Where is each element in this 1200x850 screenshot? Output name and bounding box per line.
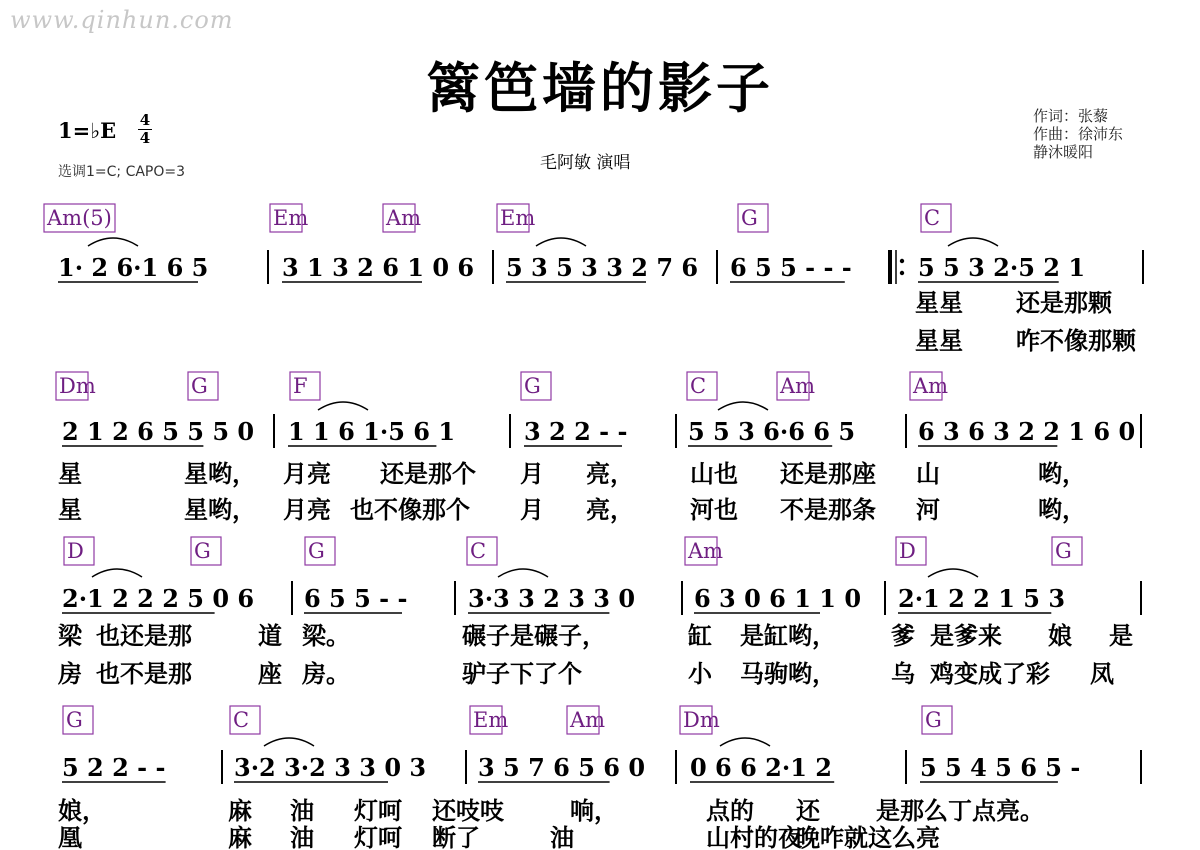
- lyric-word: 还是那个: [380, 460, 476, 488]
- lyric-word: 鸡变成了彩: [930, 660, 1050, 688]
- measure-notes: 0 6 6 2·1 2: [690, 753, 832, 782]
- chord-symbol: Am: [570, 708, 606, 732]
- lyric-word: 爹: [891, 622, 915, 650]
- lyric-word: 也不是那: [96, 660, 192, 688]
- lyric-word: 是缸哟，: [740, 622, 836, 650]
- chord-symbol: Am(5): [47, 206, 112, 230]
- lyric-word: 河也: [690, 496, 738, 524]
- lyric-word: 晚咋就这么亮: [796, 824, 940, 850]
- slur-arc: [318, 402, 368, 410]
- slur-arc: [948, 238, 998, 246]
- chord-symbol: C: [233, 708, 250, 732]
- slur-arc: [498, 569, 548, 577]
- measure-notes: 3 5 7 6 5 6 0: [478, 753, 646, 782]
- slur-arc: [718, 402, 768, 410]
- chord-symbol: Em: [500, 206, 536, 230]
- lyric-word: 小: [688, 660, 712, 688]
- lyric-word: 凰: [58, 824, 82, 850]
- chord-symbol: C: [924, 206, 941, 230]
- lyric-word: 哟，: [1038, 496, 1086, 524]
- arranger: 静沐暖阳: [1033, 143, 1094, 161]
- lyric-word: 缸: [688, 622, 712, 650]
- chord-symbol: G: [1055, 539, 1072, 563]
- time-bottom: 4: [139, 129, 151, 147]
- lyric-word: 月: [520, 460, 544, 488]
- lyric-word: 响，: [570, 797, 618, 825]
- lyric-word: 星星: [915, 327, 963, 355]
- chord-symbol: Dm: [59, 374, 96, 398]
- lyric-word: 河: [916, 496, 940, 524]
- measure-notes: 2 1 2 6 5 5 5 0: [62, 417, 255, 446]
- lyric-word: 油: [290, 824, 314, 850]
- measure-notes: 5 5 3 6·6 6 5: [688, 417, 856, 446]
- measure-notes: 2·1 2 2 2 5 0 6: [62, 584, 255, 613]
- measure-notes: 1 1 6 1·5 6 1: [288, 417, 456, 446]
- chord-symbol: C: [690, 374, 707, 398]
- lyric-word: 星: [58, 496, 82, 524]
- measure-notes: 5 5 4 5 6 5 -: [920, 753, 1081, 782]
- lyric-word: 是爹来: [930, 622, 1002, 650]
- slur-arc: [928, 569, 978, 577]
- chord-symbol: C: [470, 539, 487, 563]
- lyric-word: 亮，: [586, 460, 634, 488]
- lyric-word: 断了: [432, 824, 480, 850]
- lyric-word: 山村的夜: [706, 824, 802, 850]
- singer: 毛阿敏 演唱: [540, 153, 631, 173]
- lyric-word: 山: [916, 460, 940, 488]
- chord-symbol: Am: [688, 539, 724, 563]
- measure-notes: 5 2 2 - -: [62, 753, 166, 782]
- lyric-word: 星哟，: [184, 496, 256, 524]
- lyric-word: 也不像那个: [350, 496, 470, 524]
- lyric-word: 还是那颗: [1016, 289, 1112, 317]
- chord-symbol: G: [66, 708, 83, 732]
- lyric-word: 山也: [690, 460, 738, 488]
- lyric-word: 油: [550, 824, 574, 850]
- lyric-word: 房: [58, 660, 82, 688]
- lyric-word: 凤: [1090, 660, 1114, 688]
- lyric-word: 不是那条: [780, 496, 876, 524]
- slur-arc: [536, 238, 586, 246]
- chord-symbol: F: [293, 374, 308, 398]
- chord-symbol: D: [67, 539, 84, 563]
- lyric-word: 道: [258, 622, 282, 650]
- chord-symbol: Am: [386, 206, 422, 230]
- chord-symbol: G: [925, 708, 942, 732]
- lyric-word: 驴子下了个: [462, 660, 582, 688]
- lyric-word: 麻: [228, 797, 252, 825]
- chord-symbol: Em: [273, 206, 309, 230]
- lyric-word: 房。: [302, 660, 350, 688]
- key-signature: 1=♭E: [58, 118, 117, 143]
- chord-symbol: Dm: [683, 708, 720, 732]
- measure-notes: 3·3 3 2 3 3 0: [468, 584, 636, 613]
- lyric-word: 灯呵: [354, 824, 402, 850]
- measure-notes: 3 1 3 2 6 1 0 6: [282, 253, 475, 282]
- lyric-word: 座: [258, 660, 282, 688]
- lyric-word: 亮，: [586, 496, 634, 524]
- lyric-word: 点的: [706, 797, 754, 825]
- lyric-word: 星哟，: [184, 460, 256, 488]
- slur-arc: [92, 569, 142, 577]
- repeat-dot: [900, 259, 904, 263]
- lyric-word: 油: [290, 797, 314, 825]
- lyric-word: 是那么丁点亮。: [876, 797, 1044, 825]
- lyric-word: 麻: [228, 824, 252, 850]
- watermark: www.qinhun.com: [10, 6, 234, 34]
- measure-notes: 2·1 2 2 1 5 3: [898, 584, 1066, 613]
- measure-notes: 5 5 3 2·5 2 1: [918, 253, 1086, 282]
- time-top: 4: [139, 111, 151, 129]
- lyric-word: 也还是那: [96, 622, 192, 650]
- lyric-word: 梁: [58, 622, 82, 650]
- chord-symbol: Am: [780, 374, 816, 398]
- composer: 作曲：徐沛东: [1033, 125, 1124, 143]
- chord-symbol: G: [741, 206, 758, 230]
- measure-notes: 1· 2 6·1 6 5: [58, 253, 209, 282]
- lyric-word: 碾子是碾子，: [462, 622, 606, 650]
- lyric-word: 灯呵: [354, 797, 402, 825]
- lyric-word: 还是那座: [780, 460, 876, 488]
- chord-symbol: G: [191, 374, 208, 398]
- lyric-word: 还吱吱: [432, 797, 504, 825]
- lyric-word: 梁。: [302, 622, 350, 650]
- measure-notes: 3·2 3·2 3 3 0 3: [234, 753, 427, 782]
- chord-symbol: D: [899, 539, 916, 563]
- lyric-word: 娘，: [58, 797, 106, 825]
- measure-notes: 6 3 6 3 2 2 1 6 0: [918, 417, 1136, 446]
- chord-symbol: Am: [913, 374, 949, 398]
- lyric-word: 咋不像那颗: [1016, 327, 1136, 355]
- slur-arc: [720, 738, 770, 746]
- measure-notes: 3 2 2 - -: [524, 417, 628, 446]
- lyric-word: 月: [520, 496, 544, 524]
- slur-arc: [264, 738, 314, 746]
- lyric-word: 哟，: [1038, 460, 1086, 488]
- measure-notes: 6 5 5 - -: [304, 584, 408, 613]
- lyric-word: 星: [58, 460, 82, 488]
- lyric-word: 乌: [891, 660, 915, 688]
- chord-symbol: G: [524, 374, 541, 398]
- capo-note: 选调1=C; CAPO=3: [58, 164, 186, 180]
- chord-symbol: G: [308, 539, 325, 563]
- lyric-word: 月亮: [283, 496, 331, 524]
- measure-notes: 6 3 0 6 1 1 0: [694, 584, 862, 613]
- slur-arc: [88, 238, 138, 246]
- lyric-word: 娘: [1048, 622, 1072, 650]
- measure-notes: 5 3 5 3 3 2 7 6: [506, 253, 699, 282]
- chord-symbol: G: [194, 539, 211, 563]
- lyricist: 作词：张藜: [1033, 107, 1109, 125]
- lyric-word: 是: [1109, 622, 1133, 650]
- lyric-word: 马驹哟，: [740, 660, 836, 688]
- lyric-word: 还: [796, 797, 820, 825]
- lyric-word: 星星: [915, 289, 963, 317]
- lyric-word: 月亮: [283, 460, 331, 488]
- chord-symbol: Em: [473, 708, 509, 732]
- repeat-dot: [900, 271, 904, 275]
- measure-notes: 6 5 5 - - -: [730, 253, 852, 282]
- song-title: 篱笆墙的影子: [426, 57, 774, 120]
